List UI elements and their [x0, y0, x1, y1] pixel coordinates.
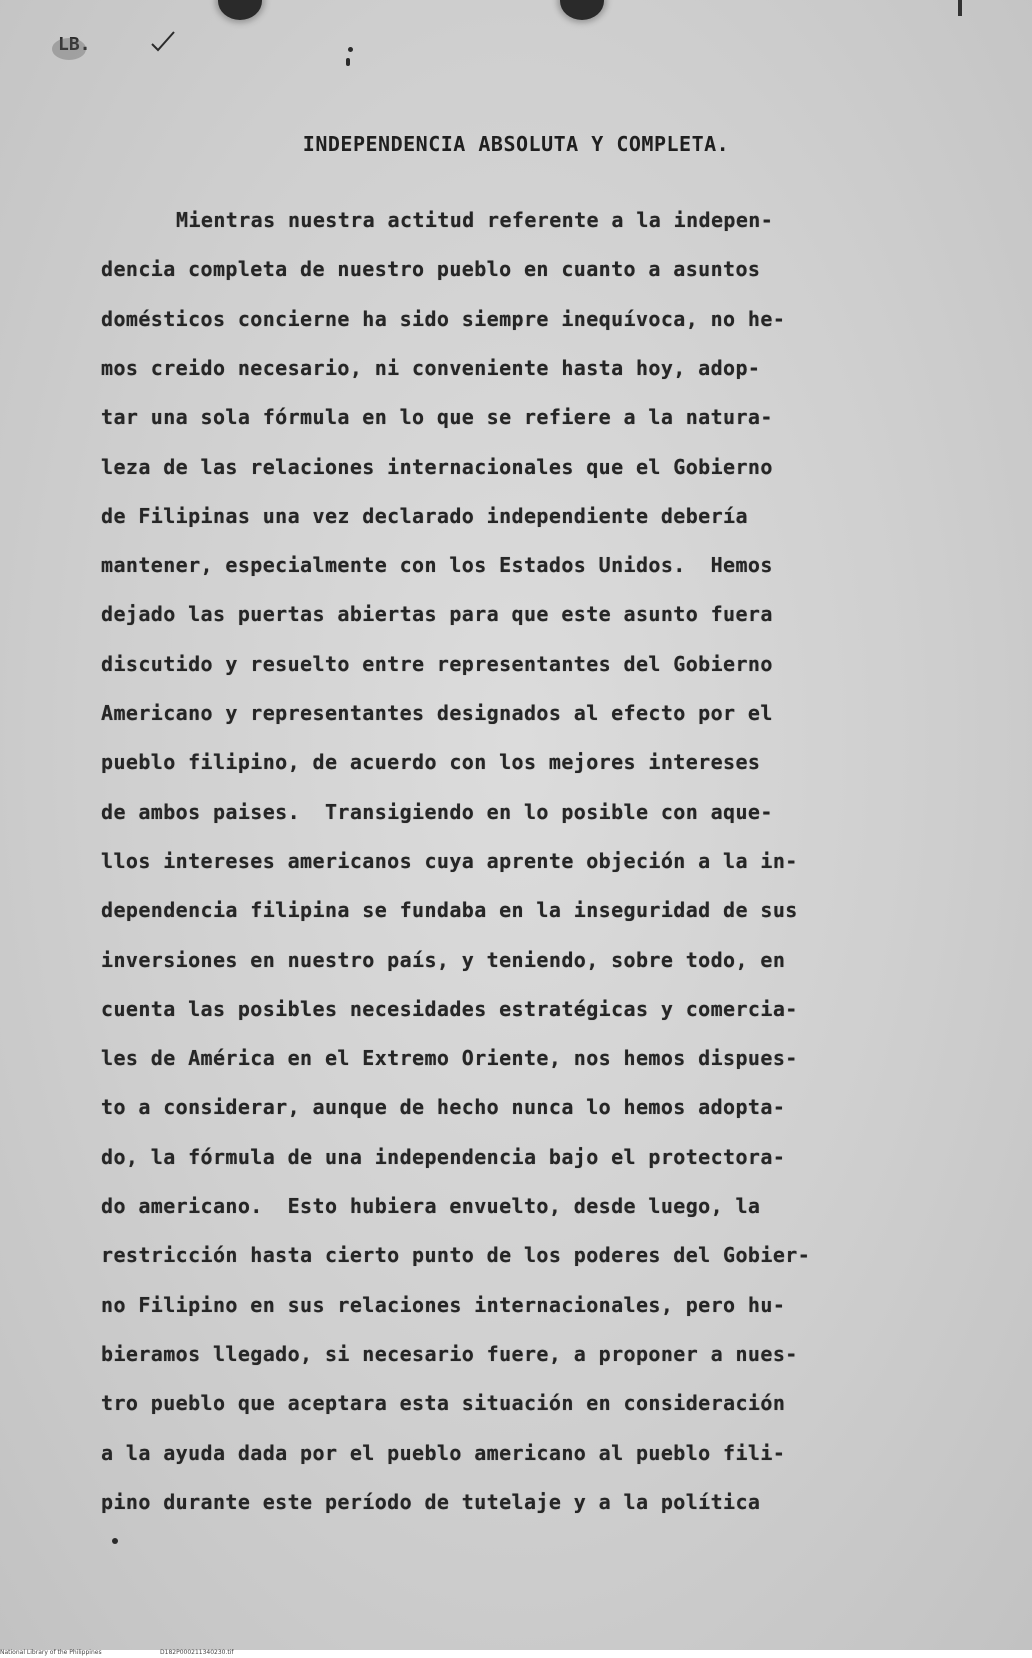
- body-line: les de América en el Extremo Oriente, nos hemos dispues-: [101, 1046, 798, 1070]
- body-line: mantener, especialmente con los Estados Unidos. Hemos: [101, 553, 773, 577]
- body-line: do americano. Esto hubiera envuelto, desde luego, la: [101, 1194, 761, 1218]
- body-line: de Filipinas una vez declarado independiente debería: [101, 504, 748, 528]
- ink-dot: [112, 1538, 118, 1544]
- file-mark-text: LB.: [58, 34, 91, 55]
- ink-smudge: [52, 38, 86, 60]
- body-line: de ambos paises. Transigiendo en lo posible con aque-: [101, 800, 773, 824]
- scan-footer: [0, 1650, 1032, 1658]
- body-line: cuenta las posibles necesidades estratégicas y comercia-: [101, 997, 798, 1021]
- body-line: pino durante este período de tutelaje y a la política: [101, 1490, 761, 1514]
- body-line: a la ayuda dada por el pueblo americano al pueblo fili-: [101, 1441, 786, 1465]
- file-mark: [58, 34, 91, 55]
- ink-dot: [348, 47, 353, 52]
- body-line: Americano y representantes designados al efecto por el: [101, 701, 773, 725]
- punch-hole-right: [560, 0, 604, 20]
- body-line: domésticos concierne ha sido siempre inequívoca, no he-: [101, 307, 786, 331]
- body-line: no Filipino en sus relaciones internacionales, pero hu-: [101, 1293, 786, 1317]
- footer-image-file: D182P000211340230.tif: [160, 1649, 234, 1656]
- body-line: inversiones en nuestro país, y teniendo, sobre todo, en: [101, 948, 786, 972]
- body-line: pueblo filipino, de acuerdo con los mejores intereses: [101, 750, 761, 774]
- body-line: to a considerar, aunque de hecho nunca lo hemos adopta-: [101, 1095, 786, 1119]
- body-line: bieramos llegado, si necesario fuere, a proponer a nues-: [101, 1342, 798, 1366]
- body-line: Mientras nuestra actitud referente a la indepen-: [176, 208, 774, 232]
- body-line: tar una sola fórmula en lo que se refiere a la natura-: [101, 405, 773, 429]
- body-line: do, la fórmula de una independencia bajo el protectora-: [101, 1145, 786, 1169]
- body-line: dencia completa de nuestro pueblo en cuanto a asuntos: [101, 257, 761, 281]
- body-line: dejado las puertas abiertas para que este asunto fuera: [101, 602, 773, 626]
- footer-source: National Library of the Philippines: [0, 1649, 102, 1656]
- corner-mark: [958, 0, 962, 16]
- body-line: llos intereses americanos cuya aprente objeción a la in-: [101, 849, 798, 873]
- body-line: tro pueblo que aceptara esta situación en consideración: [101, 1391, 786, 1415]
- punch-hole-left: [218, 0, 262, 20]
- ink-dot: [346, 58, 350, 66]
- document-title: INDEPENDENCIA ABSOLUTA Y COMPLETA.: [302, 132, 730, 156]
- body-line: leza de las relaciones internacionales que el Gobierno: [101, 455, 773, 479]
- body-line: mos creido necesario, ni conveniente hasta hoy, adop-: [101, 356, 761, 380]
- checkmark-icon: [150, 30, 176, 52]
- body-line: discutido y resuelto entre representantes del Gobierno: [101, 652, 773, 676]
- body-line: restricción hasta cierto punto de los poderes del Gobier-: [101, 1243, 811, 1267]
- body-line: dependencia filipina se fundaba en la inseguridad de sus: [101, 898, 798, 922]
